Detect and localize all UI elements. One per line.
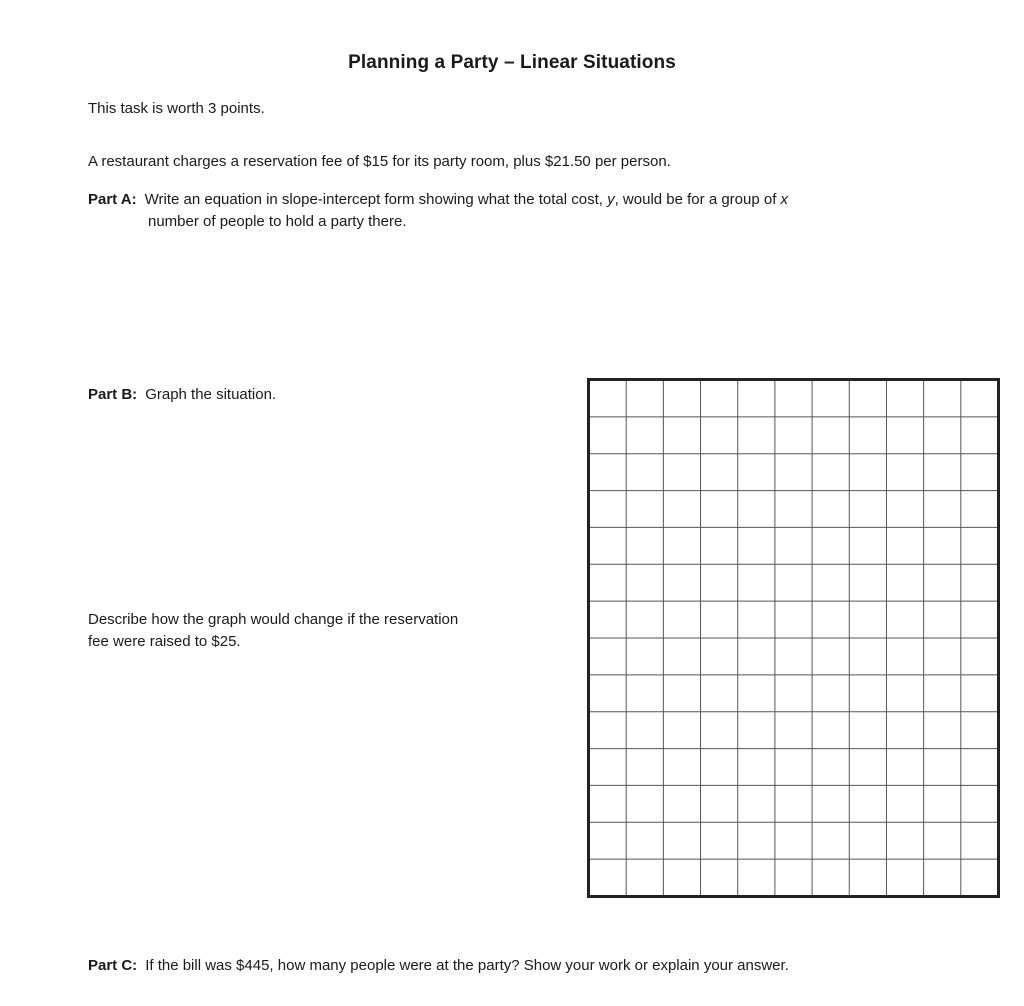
part-c-prompt: [88, 955, 789, 977]
graph-grid[interactable]: [587, 378, 1000, 898]
describe-prompt-line-2: fee were raised to $25.: [88, 633, 241, 650]
part-a-text-mid: , would be for a group of: [614, 191, 781, 208]
part-b-text: Graph the situation.: [145, 386, 277, 403]
describe-prompt-line-1: Describe how the graph would change if the reservation: [88, 611, 459, 628]
part-a-text: Write an equation in slope-intercept form showing what the total cost,: [144, 191, 608, 208]
page-title: Planning a Party – Linear Situations: [348, 52, 676, 73]
part-a-label: Part A:: [88, 191, 137, 208]
part-c-text: If the bill was $445, how many people were at the party? Show your work or explain your answer.: [145, 957, 789, 974]
part-a-prompt: [88, 189, 788, 211]
part-a-text-continued: number of people to hold a party there.: [148, 213, 407, 230]
part-b-prompt: [88, 384, 276, 406]
point-value-note: This task is worth 3 points.: [88, 100, 265, 117]
variable-x: x: [780, 191, 789, 208]
variable-y: y: [607, 191, 615, 208]
problem-statement: A restaurant charges a reservation fee of $15 for its party room, plus $21.50 per person.: [88, 153, 671, 170]
part-c-label: Part C:: [88, 957, 138, 974]
part-b-label: Part B:: [88, 386, 138, 403]
graph-grid-svg: [587, 378, 1000, 898]
